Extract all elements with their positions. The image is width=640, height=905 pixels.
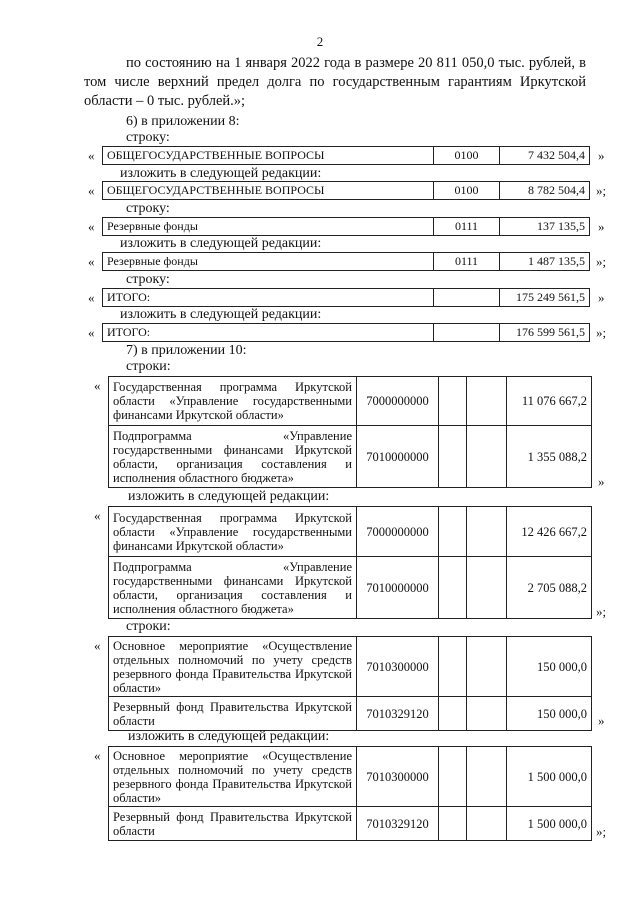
table-row xyxy=(102,217,590,236)
row-code: 7010300000 xyxy=(357,637,439,697)
close-quote-semicolon: »; xyxy=(596,254,607,269)
row-amount: 2 705 088,2 xyxy=(507,557,592,619)
open-quote: « xyxy=(88,183,95,198)
empty-cell xyxy=(439,507,467,557)
row-code: 0111 xyxy=(433,218,499,235)
table-row xyxy=(109,426,592,488)
page-number: 2 xyxy=(316,34,324,49)
empty-cell xyxy=(439,747,467,807)
close-quote: » xyxy=(598,290,605,305)
close-quote-semicolon: »; xyxy=(596,325,607,340)
row-name: Государственная программа Иркутской области «Управление государственными финансами Иркутской области» xyxy=(109,377,357,426)
row-name: Резервные фонды xyxy=(107,254,198,268)
table-row xyxy=(109,637,592,697)
instruction-row-line: строку: xyxy=(126,272,170,287)
open-quote: « xyxy=(88,325,95,340)
item6-heading: 6) в приложении 8: xyxy=(126,114,240,129)
row-code: 7000000000 xyxy=(357,507,439,557)
edit-instruction: изложить в следующей редакции: xyxy=(120,166,322,181)
row-code: 7010329120 xyxy=(357,697,439,731)
empty-cell xyxy=(467,697,507,731)
table-row xyxy=(102,288,590,307)
empty-cell xyxy=(467,747,507,807)
row-name: Подпрограмма «Управление государственными финансами Иркутской области, организация составления и исполнения областного бюджета» xyxy=(109,557,357,619)
empty-cell xyxy=(467,807,507,841)
row-amount: 176 599 561,5 xyxy=(499,324,589,341)
empty-cell xyxy=(439,697,467,731)
close-quote: » xyxy=(598,474,605,489)
edit-instruction: изложить в следующей редакции: xyxy=(120,307,322,322)
table-row xyxy=(109,747,592,807)
close-quote: » xyxy=(598,219,605,234)
close-quote: » xyxy=(598,713,605,728)
row-amount: 1 500 000,0 xyxy=(507,747,592,807)
empty-cell xyxy=(439,557,467,619)
row-amount: 7 432 504,4 xyxy=(499,147,589,164)
edit-instruction: изложить в следующей редакции: xyxy=(128,729,330,744)
instruction-rows-line: строки: xyxy=(126,619,171,634)
row-code xyxy=(433,324,499,341)
open-quote: « xyxy=(88,254,95,269)
row-amount: 1 500 000,0 xyxy=(507,807,592,841)
row-code: 0100 xyxy=(433,147,499,164)
instruction-rows-line: строки: xyxy=(126,359,171,374)
open-quote: « xyxy=(88,219,95,234)
row-amount: 175 249 561,5 xyxy=(499,289,589,306)
empty-cell xyxy=(467,507,507,557)
table-row xyxy=(109,557,592,619)
row-amount: 8 782 504,4 xyxy=(499,182,589,199)
row-name: Резервные фонды xyxy=(107,219,198,233)
edit-instruction: изложить в следующей редакции: xyxy=(128,489,330,504)
row-amount: 11 076 667,2 xyxy=(507,377,592,426)
intro-paragraph: по состоянию на 1 января 2022 года в размере 20 811 050,0 тыс. рублей, в том числе верхний предел долга по государственным гарантиям Иркутской области – 0 тыс. рублей.»; xyxy=(84,55,586,109)
instruction-row-line: строку: xyxy=(126,201,170,216)
empty-cell xyxy=(439,426,467,488)
row-amount: 150 000,0 xyxy=(507,637,592,697)
empty-cell xyxy=(439,637,467,697)
table-row xyxy=(109,807,592,841)
appendix10-block1-old xyxy=(108,376,592,488)
close-quote-semicolon: »; xyxy=(596,824,607,839)
empty-cell xyxy=(439,807,467,841)
row-name: Резервный фонд Правительства Иркутской области xyxy=(109,697,357,731)
close-quote-semicolon: »; xyxy=(596,183,607,198)
row-amount: 150 000,0 xyxy=(507,697,592,731)
empty-cell xyxy=(467,637,507,697)
table-row xyxy=(102,181,590,200)
edit-instruction: изложить в следующей редакции: xyxy=(120,236,322,251)
table-row xyxy=(109,507,592,557)
open-quote: « xyxy=(88,148,95,163)
row-name: ОБЩЕГОСУДАРСТВЕННЫЕ ВОПРОСЫ xyxy=(107,148,325,162)
row-amount: 1 355 088,2 xyxy=(507,426,592,488)
open-quote: « xyxy=(88,290,95,305)
row-name: ИТОГО: xyxy=(107,325,151,339)
row-amount: 1 487 135,5 xyxy=(499,253,589,270)
empty-cell xyxy=(467,557,507,619)
row-code: 7010000000 xyxy=(357,426,439,488)
row-code: 0100 xyxy=(433,182,499,199)
item7-heading: 7) в приложении 10: xyxy=(126,343,247,358)
open-quote: « xyxy=(94,378,101,393)
row-amount: 12 426 667,2 xyxy=(507,507,592,557)
row-code: 0111 xyxy=(433,253,499,270)
appendix10-block2-old xyxy=(108,636,592,731)
row-code: 7010300000 xyxy=(357,747,439,807)
appendix10-block1-new xyxy=(108,506,592,619)
row-name: Государственная программа Иркутской области «Управление государственными финансами Иркутской области» xyxy=(109,507,357,557)
row-name: Резервный фонд Правительства Иркутской области xyxy=(109,807,357,841)
open-quote: « xyxy=(94,638,101,653)
close-quote-semicolon: »; xyxy=(596,604,607,619)
table-row xyxy=(102,252,590,271)
row-code: 7010329120 xyxy=(357,807,439,841)
table-row xyxy=(102,323,590,342)
row-amount: 137 135,5 xyxy=(499,218,589,235)
row-code: 7010000000 xyxy=(357,557,439,619)
table-row xyxy=(109,377,592,426)
row-name: Основное мероприятие «Осуществление отдельных полномочий по учету средств резервного фонда Правительства Иркутской области» xyxy=(109,747,357,807)
empty-cell xyxy=(439,377,467,426)
table-row xyxy=(102,146,590,165)
row-name: ОБЩЕГОСУДАРСТВЕННЫЕ ВОПРОСЫ xyxy=(107,183,325,197)
empty-cell xyxy=(467,377,507,426)
instruction-row-line: строку: xyxy=(126,130,170,145)
table-row xyxy=(109,697,592,731)
open-quote: « xyxy=(94,508,101,523)
close-quote: » xyxy=(598,148,605,163)
row-code xyxy=(433,289,499,306)
row-name: ИТОГО: xyxy=(107,290,151,304)
open-quote: « xyxy=(94,748,101,763)
row-name: Основное мероприятие «Осуществление отдельных полномочий по учету средств резервного фонда Правительства Иркутской области» xyxy=(109,637,357,697)
row-code: 7000000000 xyxy=(357,377,439,426)
appendix10-block2-new xyxy=(108,746,592,841)
row-name: Подпрограмма «Управление государственными финансами Иркутской области, организация составления и исполнения областного бюджета» xyxy=(109,426,357,488)
empty-cell xyxy=(467,426,507,488)
